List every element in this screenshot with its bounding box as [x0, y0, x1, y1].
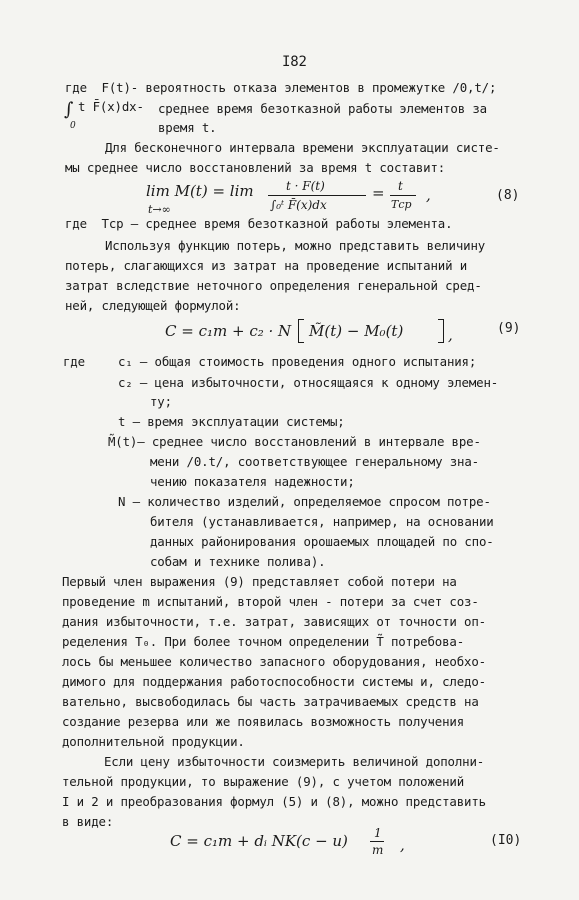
eq8-fraction-bar-2 — [390, 195, 416, 196]
text-line: M̃(t)– среднее число восстановлений в интервале вре- — [108, 434, 481, 449]
eq9-close-bracket — [438, 319, 444, 343]
text-line: Если цену избыточности соизмерить величиной дополни- — [104, 754, 485, 769]
text-line: среднее время безотказной работы элементов за — [158, 101, 487, 116]
text-line: I и 2 и преобразования формул (5) и (8), можно представить — [62, 794, 486, 809]
eq8-denominator: ∫₀ᵗ F̄(x)dx — [270, 198, 327, 212]
text-line: мени /0.t/, соответствующее генеральному зна- — [150, 454, 479, 469]
text-line: N – количество изделий, определяемое спросом потре- — [118, 494, 491, 509]
eq10-fraction-bar — [370, 841, 384, 842]
text-line: ределения T₀. При более точном определении T̃ потребова- — [62, 634, 465, 649]
formula-fragment: t F̄(x)dx- — [78, 99, 144, 114]
text-line: время t. — [158, 120, 217, 135]
text-line: бителя (устанавливается, например, на основании — [150, 514, 494, 529]
text-line: где Tср – среднее время безотказной работы элемента. — [65, 216, 453, 231]
eq9-number: (9) — [497, 321, 521, 336]
eq9-open-bracket — [298, 319, 304, 343]
text-line: t – время эксплуатации системы; — [118, 414, 345, 429]
eq9-comma: , — [448, 326, 453, 344]
text-line: Используя функцию потерь, можно представить величину — [105, 238, 486, 253]
text-line: вательно, высвободилась бы часть затрачиваемых средств на — [62, 694, 479, 709]
text-line: ней, следующей формулой: — [65, 298, 241, 313]
eq10-main: C = c₁m + dᵢ NK(c − u) — [170, 832, 348, 850]
text-line: тельной продукции, то выражение (9), с учетом положений — [62, 774, 465, 789]
eq8-lhs: lim M(t) = lim — [146, 182, 254, 200]
text-line: дополнительной продукции. — [62, 734, 245, 749]
eq9-bracket-content: M̃(t) − M₀(t) — [309, 322, 404, 340]
text-line: Первый член выражения (9) представляет собой потери на — [62, 574, 457, 589]
eq10-number: (I0) — [490, 833, 522, 848]
text-line: ту; — [150, 394, 172, 409]
eq8-comma: , — [426, 186, 431, 204]
text-line: мы среднее число восстановлений за время t составит: — [65, 160, 446, 175]
text-line: потерь, слагающихся из затрат на проведение испытаний и — [65, 258, 468, 273]
text-line: дания избыточности, т.е. затрат, зависящих от точности оп- — [62, 614, 486, 629]
eq9-left: C = c₁m + c₂ · N — [165, 322, 292, 340]
eq8-numerator: t · F(t) — [286, 179, 325, 193]
text-line: чению показателя надежности; — [150, 474, 355, 489]
eq8-limit: t→∞ — [148, 203, 171, 216]
eq10-numerator: 1 — [374, 826, 382, 840]
eq8-numerator-2: t — [398, 179, 403, 193]
text-line: c₁ – общая стоимость проведения одного испытания; — [118, 354, 477, 369]
text-line: собам и технике полива). — [150, 554, 326, 569]
integral-sign: ∫ — [64, 99, 74, 120]
text-line: создание резерва или же появилась возможность получения — [62, 714, 465, 729]
eq8-fraction-bar — [268, 195, 366, 196]
text-line: в виде: — [62, 814, 114, 829]
text-line: где F(t)- вероятность отказа элементов в промежутке /0,t/; — [65, 80, 497, 95]
text-line: проведение m испытаний, второй член - потери за счет соз- — [62, 594, 479, 609]
text-line: где — [63, 354, 85, 369]
text-line: данных районирования орошаемых площадей по спо- — [150, 534, 494, 549]
text-line: c₂ – цена избыточности, относящаяся к одному элемен- — [118, 375, 499, 390]
page-number: I82 — [282, 54, 307, 70]
integral-lower-limit: 0 — [70, 121, 76, 131]
eq8-denominator-2: Tср — [391, 198, 412, 211]
eq8-number: (8) — [496, 188, 520, 203]
text-line: затрат вследствие неточного определения генеральной сред- — [65, 278, 482, 293]
eq10-comma: , — [400, 836, 405, 854]
text-line: димого для поддержания работоспособности системы и, следо- — [62, 674, 486, 689]
text-line: Для бесконечного интервала времени эксплуатации систе- — [105, 140, 500, 155]
eq8-equals: = — [372, 184, 385, 202]
text-line: лось бы меньшее количество запасного оборудования, необхо- — [62, 654, 486, 669]
eq10-denominator: m — [372, 843, 384, 857]
